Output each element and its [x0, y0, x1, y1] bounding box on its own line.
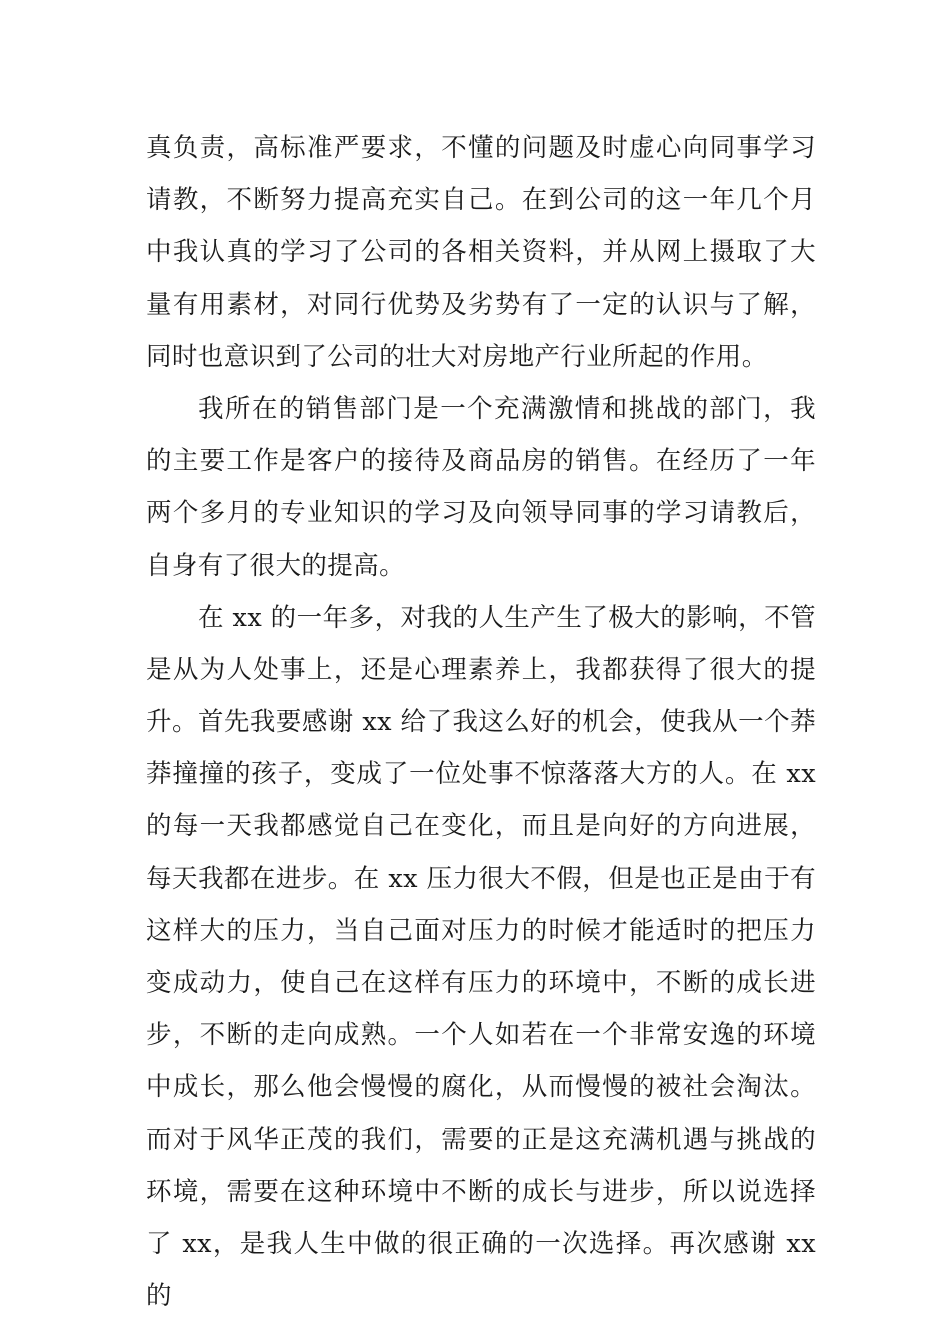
text-line: 真负责，高标准严要求，不懂的问题及时虚心向同事学习: [146, 133, 816, 163]
text-line: 两个多月的专业知识的学习及向领导同事的学习请教后，: [146, 498, 816, 529]
text-line: 而对于风华正茂的我们，需要的正是这充满机遇与挑战的: [146, 1124, 816, 1155]
text-line: 是从为人处事上，还是心理素养上，我都获得了很大的提: [146, 654, 816, 685]
text-line: 中我认真的学习了公司的各相关资料，并从网上摄取了大: [146, 237, 816, 268]
text-line: 请教，不断努力提高充实自己。在到公司的这一年几个月: [146, 185, 816, 216]
text-line: 升。首先我要感谢 xx 给了我这么好的机会，使我从一个莽: [146, 707, 816, 738]
text-line: 中成长，那么他会慢慢的腐化，从而慢慢的被社会淘汰。: [146, 1072, 816, 1103]
text-line: 莽撞撞的孩子，变成了一位处事不惊落落大方的人。在 xx: [146, 759, 816, 790]
document-body: [146, 122, 816, 1312]
text-line: 在 xx 的一年多，对我的人生产生了极大的影响，不管: [198, 602, 816, 633]
text-line: 这样大的压力，当自己面对压力的时候才能适时的把压力: [146, 915, 816, 946]
text-line: 了 xx，是我人生中做的很正确的一次选择。再次感谢 xx 的: [146, 1228, 816, 1312]
text-line: 同时也意识到了公司的壮大对房地产行业所起的作用。: [146, 341, 768, 372]
text-line: 环境，需要在这种环境中不断的成长与进步，所以说选择: [146, 1176, 816, 1207]
text-line: 变成动力，使自己在这样有压力的环境中，不断的成长进: [146, 968, 816, 998]
text-line: 的主要工作是客户的接待及商品房的销售。在经历了一年: [146, 446, 816, 477]
text-line: 自身有了很大的提高。: [146, 550, 406, 581]
text-line: 的每一天我都感觉自己在变化，而且是向好的方向进展，: [146, 811, 816, 842]
text-line: 步，不断的走向成熟。一个人如若在一个非常安逸的环境: [146, 1020, 816, 1051]
text-line: 我所在的销售部门是一个充满激情和挑战的部门，我: [198, 393, 816, 424]
text-line: 量有用素材，对同行优势及劣势有了一定的认识与了解，: [146, 289, 816, 320]
text-line: 每天我都在进步。在 xx 压力很大不假，但是也正是由于有: [146, 863, 816, 894]
